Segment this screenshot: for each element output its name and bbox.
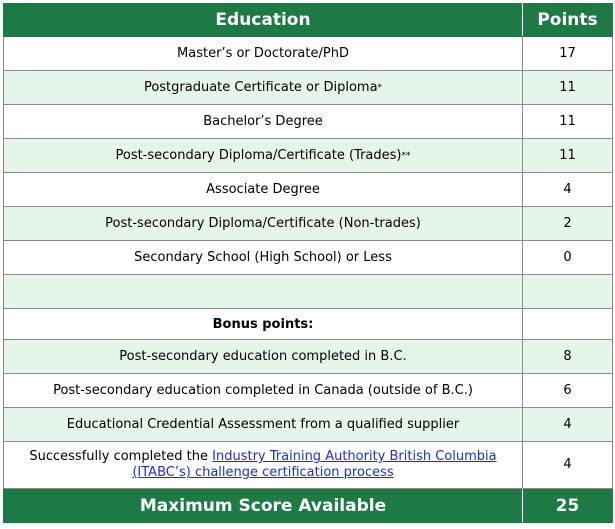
bonus-points-heading: Bonus points: <box>4 309 523 340</box>
points-cell: 6 <box>523 374 613 408</box>
itabc-prefix-text: Successfully completed the <box>29 449 213 464</box>
footnote-marker: * <box>377 83 383 93</box>
points-cell: 0 <box>523 241 613 275</box>
education-level-label: Post-secondary Diploma/Certificate (Non-trades) <box>105 216 421 231</box>
education-level-label: Postgraduate Certificate or Diploma <box>143 80 378 95</box>
education-level-cell <box>4 71 523 105</box>
education-level-cell <box>4 139 523 173</box>
max-score-value: 25 <box>523 489 613 523</box>
education-level-label: Associate Degree <box>206 182 320 197</box>
bonus-heading-row <box>4 309 613 340</box>
education-level-cell <box>4 105 523 139</box>
empty-cell <box>523 309 613 340</box>
table-row <box>4 105 613 139</box>
education-level-cell <box>4 207 523 241</box>
education-level-cell <box>4 37 523 71</box>
table-row <box>4 340 613 374</box>
education-level-cell <box>4 241 523 275</box>
education-level-label: Secondary School (High School) or Less <box>134 250 392 265</box>
max-score-label: Maximum Score Available <box>4 489 523 523</box>
education-level-label: Post-secondary Diploma/Certificate (Trades) <box>115 148 402 163</box>
points-cell: 8 <box>523 340 613 374</box>
points-cell: 2 <box>523 207 613 241</box>
points-cell: 11 <box>523 105 613 139</box>
table-row <box>4 408 613 442</box>
bonus-criterion-cell: Post-secondary education completed in Canada (outside of B.C.) <box>4 374 523 408</box>
empty-spacer-row <box>4 275 613 309</box>
points-cell: 11 <box>523 71 613 105</box>
table-row <box>4 139 613 173</box>
education-points-table-wrapper <box>3 3 613 523</box>
table-row <box>4 71 613 105</box>
table-row <box>4 207 613 241</box>
education-level-label: Bachelor’s Degree <box>203 114 323 129</box>
bonus-criterion-cell: Educational Credential Assessment from a qualified supplier <box>4 408 523 442</box>
footnote-marker: ** <box>401 151 411 161</box>
table-row <box>4 173 613 207</box>
education-column-header: Education <box>4 4 523 37</box>
points-cell: 17 <box>523 37 613 71</box>
bonus-criterion-cell: Post-secondary education completed in B.C. <box>4 340 523 374</box>
empty-cell <box>523 275 613 309</box>
table-row <box>4 374 613 408</box>
points-cell: 4 <box>523 408 613 442</box>
points-column-header: Points <box>523 4 613 37</box>
points-cell: 4 <box>523 173 613 207</box>
bonus-criterion-cell <box>4 442 523 489</box>
education-points-table <box>3 3 613 523</box>
table-row <box>4 37 613 71</box>
points-cell: 4 <box>523 442 613 489</box>
itabc-challenge-link[interactable]: Industry Training Authority British Columbia (ITABC’s) challenge certification process <box>132 449 497 480</box>
table-row <box>4 442 613 489</box>
points-cell: 11 <box>523 139 613 173</box>
max-score-row <box>4 489 613 523</box>
education-level-label: Master’s or Doctorate/PhD <box>177 46 349 61</box>
empty-cell <box>4 275 523 309</box>
table-header-row <box>4 4 613 37</box>
table-row <box>4 241 613 275</box>
education-level-cell <box>4 173 523 207</box>
